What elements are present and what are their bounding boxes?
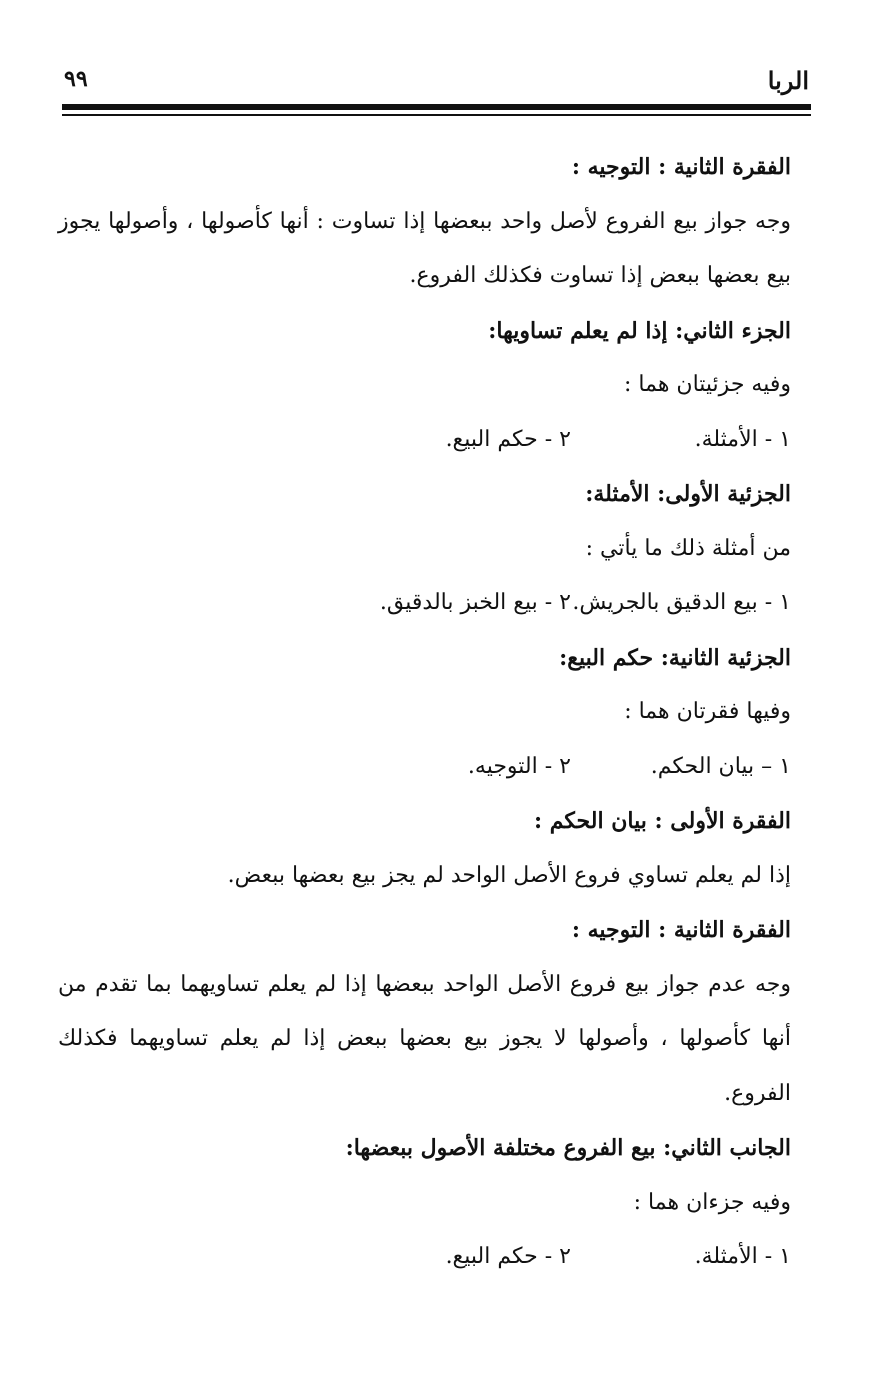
- list-item: ٢ - حكم البيع.: [445, 1244, 571, 1269]
- header-rule-thin: [62, 114, 811, 116]
- section-heading: الفقرة الثانية : التوجيه :: [571, 917, 791, 943]
- section-heading: الجزء الثاني: إذا لم يعلم تساويها:: [488, 317, 791, 344]
- enumerated-pair: [58, 1230, 791, 1285]
- section-heading: الجزئية الأولى: الأمثلة:: [585, 481, 791, 507]
- list-item: ١ - بيع الدقيق بالجريش.: [572, 590, 791, 615]
- paragraph: وجه عدم جواز بيع فروع الأصل الواحد ببعضها إذا لم يعلم تساويهما بما تقدم من أنها كأصولها ، وأصولها لا يجوز بيع بعضها ببعض إذا لم يعلم تساويهما فكذلك الفروع.: [58, 971, 791, 1106]
- text-line: وفيه جزئيتان هما :: [624, 372, 791, 397]
- page-body: [58, 140, 791, 1285]
- enumerated-pair: [58, 413, 791, 468]
- list-item: ٢ - التوجيه.: [467, 753, 571, 779]
- text-line: إذا لم يعلم تساوي فروع الأصل الواحد لم يجز بيع بعضها ببعض.: [227, 862, 791, 888]
- header-rule-thick: [62, 104, 811, 110]
- page-number: ٩٩: [64, 66, 88, 92]
- section-heading: الجانب الثاني: بيع الفروع مختلفة الأصول ببعضها:: [345, 1135, 791, 1161]
- enumerated-pair: [58, 740, 791, 795]
- running-title: الربا: [767, 66, 809, 95]
- paragraph: وجه جواز بيع الفروع لأصل واحد ببعضها إذا تساوت : أنها كأصولها ، وأصولها يجوز بيع بعضها ببعض إذا تساوت فكذلك الفروع.: [58, 208, 791, 288]
- section-heading: الفقرة الأولى : بيان الحكم :: [533, 808, 791, 834]
- text-line: من أمثلة ذلك ما يأتي :: [585, 535, 791, 561]
- list-item: ٢ - حكم البيع.: [445, 426, 571, 452]
- list-item: ١ - الأمثلة.: [694, 426, 791, 452]
- list-item: ٢ - بيع الخبز بالدقيق.: [379, 590, 571, 615]
- section-heading: الفقرة الثانية : التوجيه :: [571, 154, 791, 180]
- section-heading: الجزئية الثانية: حكم البيع:: [559, 644, 791, 671]
- list-item: ١ – بيان الحكم.: [650, 753, 791, 779]
- enumerated-pair: [58, 576, 791, 631]
- page-header: [62, 66, 811, 96]
- list-item: ١ - الأمثلة.: [694, 1244, 791, 1269]
- text-line: وفيها فقرتان هما :: [624, 699, 791, 724]
- text-line: وفيه جزءان هما :: [633, 1189, 791, 1215]
